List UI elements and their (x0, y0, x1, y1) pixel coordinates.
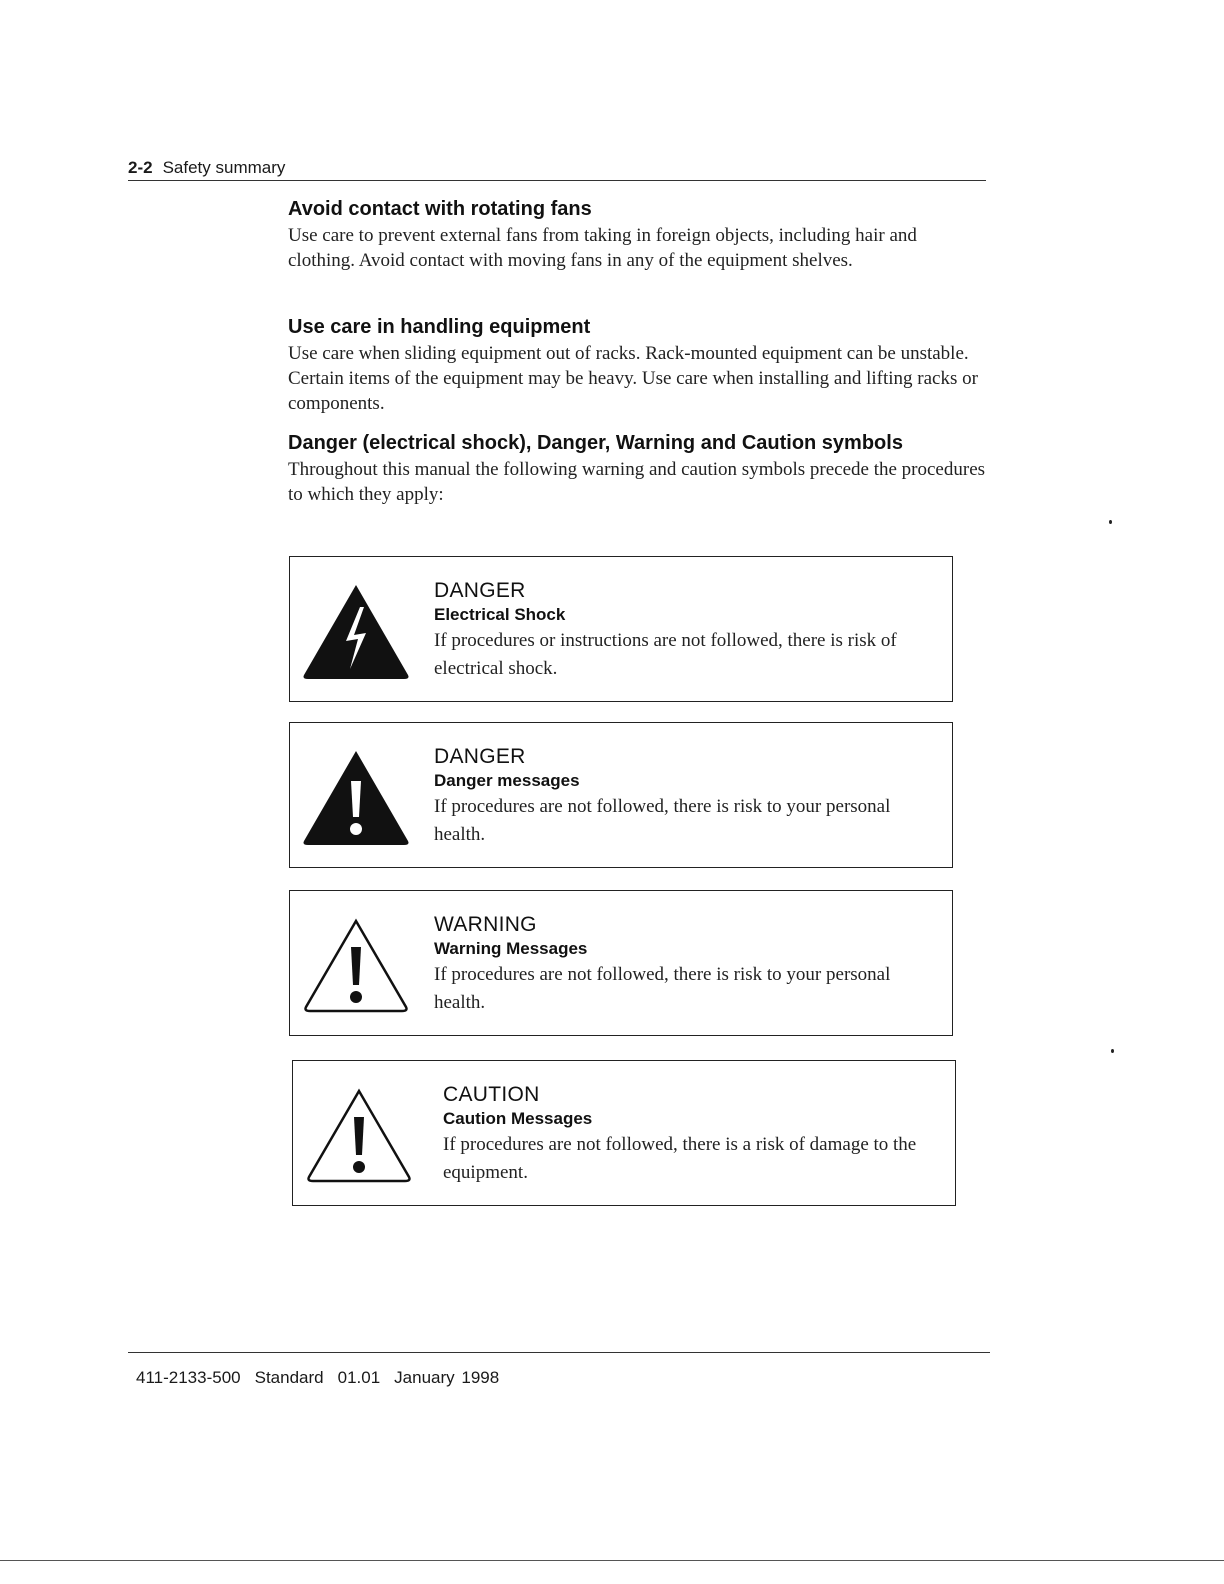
header-section-title: Safety summary (162, 158, 286, 177)
section-handling-equipment (288, 316, 988, 416)
section-heading: Avoid contact with rotating fans (288, 198, 592, 220)
scan-edge-line (0, 1560, 1224, 1561)
danger-exclamation-icon (300, 747, 412, 847)
notice-title: CAUTION (443, 1083, 540, 1106)
notice-title: WARNING (434, 913, 537, 936)
section-body: Throughout this manual the following warning and caution symbols precede the procedures to which they apply: (288, 459, 986, 505)
warning-outline-icon (300, 915, 412, 1015)
notice-title: DANGER (434, 579, 526, 602)
running-footer (136, 1368, 513, 1388)
notice-body: If procedures are not followed, there is risk to your personal health. (434, 796, 891, 845)
section-heading: Use care in handling equipment (288, 316, 591, 338)
footer-date: January 1998 (394, 1368, 500, 1387)
scan-speck (1111, 1049, 1114, 1053)
caution-outline-icon (303, 1085, 415, 1185)
running-header (128, 158, 285, 178)
section-heading: Danger (electrical shock), Danger, Warning and Caution symbols (288, 432, 903, 454)
notice-subtitle: Electrical Shock (434, 605, 566, 624)
page-number: 2-2 (128, 158, 153, 177)
footer-issue: 01.01 (337, 1368, 381, 1387)
notice-danger-electrical (289, 556, 953, 702)
notice-subtitle: Caution Messages (443, 1109, 593, 1128)
footer-status: Standard (254, 1368, 324, 1387)
footer-doc-number: 411-2133-500 (136, 1368, 241, 1387)
notice-subtitle: Warning Messages (434, 939, 588, 958)
notice-body: If procedures are not followed, there is a risk of damage to the equipment. (443, 1134, 917, 1183)
section-symbols (288, 432, 988, 507)
notice-danger-messages (289, 722, 953, 868)
footer-rule (128, 1352, 990, 1353)
section-body: Use care when sliding equipment out of racks. Rack-mounted equipment can be unstable. Certain items of the equipment may be heavy. Use care when installing and lifting racks or components. (288, 343, 978, 414)
notice-subtitle: Danger messages (434, 771, 580, 790)
notice-body: If procedures are not followed, there is risk to your personal health. (434, 964, 891, 1013)
section-body: Use care to prevent external fans from taking in foreign objects, including hair and clothing. Avoid contact with moving fans in any of the equipment shelves. (288, 225, 917, 271)
notice-body: If procedures or instructions are not followed, there is risk of electrical shock. (434, 630, 897, 679)
section-rotating-fans (288, 198, 988, 273)
notice-caution (292, 1060, 956, 1206)
electrical-shock-icon (300, 581, 412, 681)
notice-title: DANGER (434, 745, 526, 768)
scan-speck (1109, 520, 1112, 524)
notice-warning (289, 890, 953, 1036)
header-rule (128, 180, 986, 181)
